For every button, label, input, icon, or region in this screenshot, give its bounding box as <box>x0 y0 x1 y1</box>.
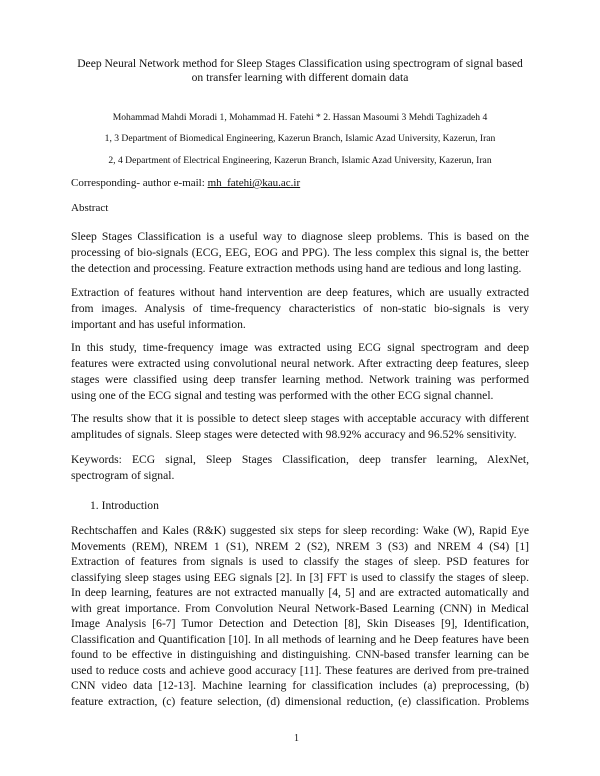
page-number: 1 <box>294 733 299 744</box>
text-line: Classification and Quantification [10]. In all methods of learning and he Deep features have been <box>71 632 529 646</box>
text-line: processing of bio-signals (ECG, EEG, EOG and PPG). The less complex this signal is, the better <box>71 246 529 259</box>
email-link[interactable]: mh_fatehi@kau.ac.ir <box>207 177 301 189</box>
text-line: important and has useful information. <box>71 318 246 331</box>
section-heading: 1. Introduction <box>90 499 159 512</box>
abstract-heading: Abstract <box>71 202 109 214</box>
text-line: amplitudes of signals. Sleep stages were detected with 98.92% accuracy and 96.52% sensitivity. <box>71 428 517 441</box>
paper-title <box>40 57 560 85</box>
abstract-paragraph <box>71 285 529 333</box>
text-line: using one of the ECG signal and testing was performed with the other ECG signal channel. <box>71 389 494 402</box>
text-line: the detection and processing. Feature extraction methods using hand are tedious and long lasting. <box>71 262 522 275</box>
text-line: Image Analysis [6-7] Tumor Detection and Detection [8], Skin Diseases [9], Identification, <box>71 617 529 630</box>
text-line: Rechtschaffen and Kales (R&K) suggested six steps for sleep recording: Wake (W), Rapid Eye <box>71 524 529 537</box>
keywords <box>71 452 529 484</box>
affiliation-2: 2, 4 Department of Electrical Engineering, Kazerun Branch, Islamic Azad University, Kazerun, Iran <box>108 155 492 166</box>
title-line: Deep Neural Network method for Sleep Stages Classification using spectrogram of signal based <box>77 57 523 70</box>
text-line: In deep learning, features are not extracted manually [4, 5] and are extracted automatically and <box>71 586 529 599</box>
text-line: CNN video data [12-13]. Machine learning for classification includes (a) preprocessing, (b) <box>71 679 529 692</box>
text-line: features were extracted using convolutional neural network. After extracting deep features, sleep <box>71 357 529 370</box>
introduction-paragraph <box>71 523 529 709</box>
text-line: In this study, time-frequency image was extracted using ECG signal spectrogram and deep <box>71 341 529 354</box>
text-line: Extraction of features without hand intervention are deep features, which are usually extracted <box>71 286 529 299</box>
text-line: Movements (REM), NREM 1 (S1), NREM 2 (S2), NREM 3 (S3) and NREM 4 (S4) [1] <box>71 539 529 553</box>
text-line: spectrogram of signal. <box>71 469 175 482</box>
abstract-paragraph <box>71 229 529 277</box>
text-line: Sleep Stages Classification is a useful way to diagnose sleep problems. This is based on the <box>71 230 529 243</box>
abstract-paragraph <box>71 411 529 443</box>
text-line: The results show that it is possible to detect sleep stages with acceptable accuracy with different <box>71 412 529 425</box>
text-line: feature extraction, (c) feature selection, (d) dimensional reduction, (e) classification. Problems <box>71 694 529 708</box>
text-line: used to reduce costs and achieve good accuracy [11]. These features are derived from pre-trained <box>71 663 529 677</box>
authors: Mohammad Mahdi Moradi 1, Mohammad H. Fatehi * 2. Hassan Masoumi 3 Mehdi Taghizadeh 4 <box>112 112 488 123</box>
text-line: from images. Analysis of time-frequency characteristics of non-static bio-signals is very <box>71 302 529 315</box>
corresponding-author <box>71 177 300 189</box>
text-line: with great importance. From Convolution Neural Network-Based Learning (CNN) in Medical <box>71 601 529 615</box>
text-line: found to be effective in distinguishing and distinguishing. CNN-based transfer learning can be <box>71 648 529 661</box>
abstract-paragraph <box>71 340 529 404</box>
affiliation-1: 1, 3 Department of Biomedical Engineering, Kazerun Branch, Islamic Azad University, Kazerun, Iran <box>104 133 496 144</box>
corresponding-label: Corresponding- author e-mail: <box>71 177 208 189</box>
text-line: Extraction of features from signals is used to classify the stages of sleep. PSD features for <box>71 555 529 568</box>
text-line: Keywords: ECG signal, Sleep Stages Classification, deep transfer learning, AlexNet, <box>71 453 529 466</box>
title-line: on transfer learning with different domain data <box>191 71 409 84</box>
text-line: stages were classified using deep transfer learning method. Network training was performed <box>71 373 529 386</box>
text-line: classifying sleep stages using EEG signals [2]. In [3] FFT is used to classify the stages of sleep. <box>71 570 529 584</box>
